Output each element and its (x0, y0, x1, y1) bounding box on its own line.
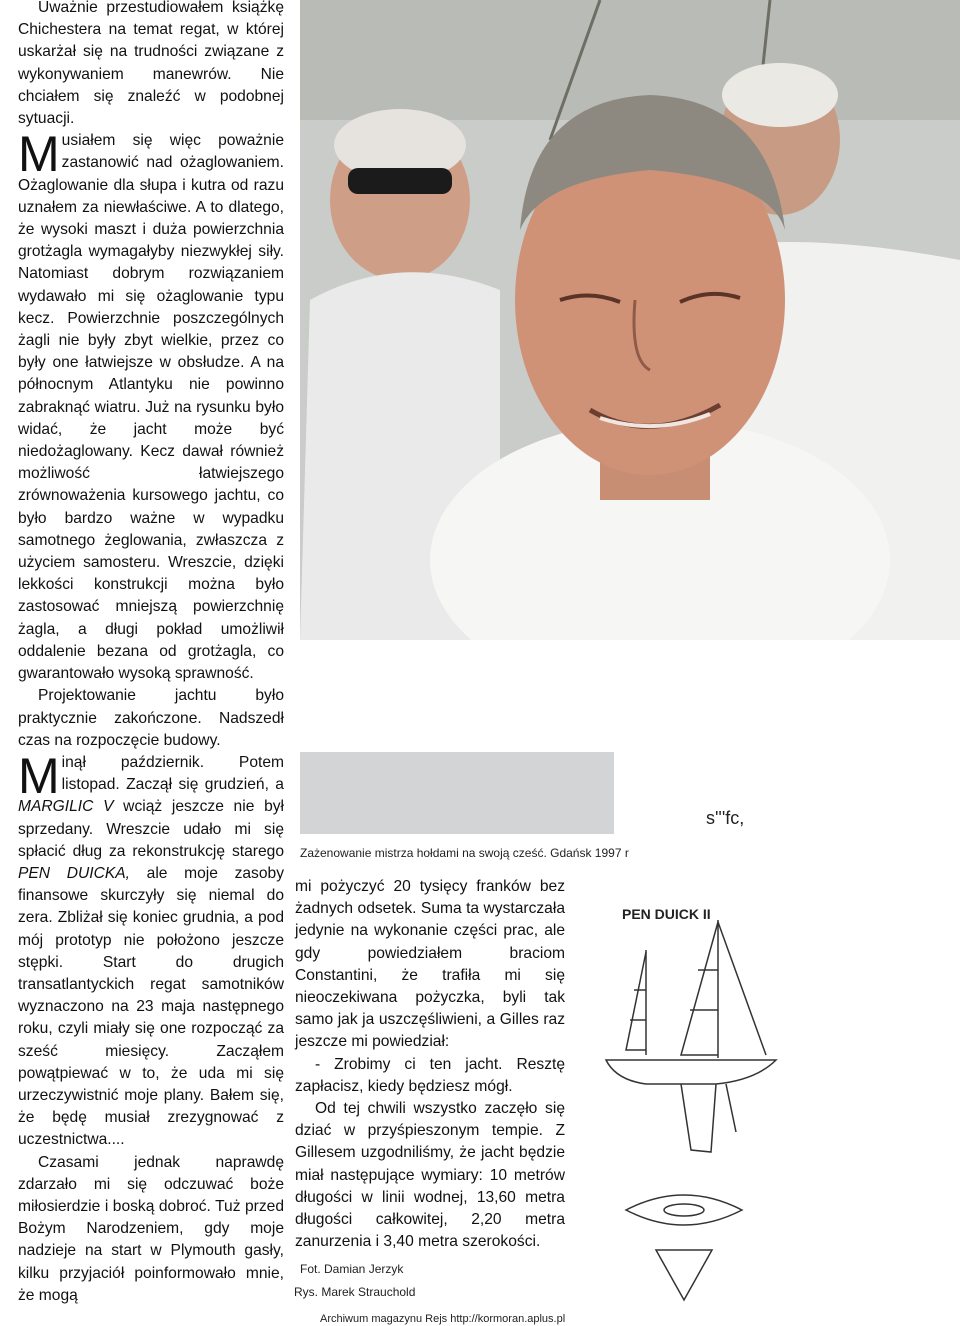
paragraph-5: Czasami jednak naprawdę zdarzało mi się odczuwać boże miłosierdzie i boską dobroć. Tuż przed Bożym Narodzeniem, gdy moje nadzieje na start w Plymouth gasły, kilku przyjaciół poinformowało mnie, że mogą (18, 1153, 284, 1304)
paragraph-4-text-b: wciąż jeszcze nie był sprzedany. Wreszcie udało mi się spłacić dług za rekonstrukcję starego (18, 798, 284, 860)
drop-cap: M (18, 126, 60, 183)
paragraph-4-text-c: ale moje zasoby finansowe skurczyły się niemal do zera. Zbliżał się koniec grudnia, a pod mój prototyp nie położono jeszcze stępki. Start do drugich transatlantyckich regat samotników wyznaczono na 23 maja następnego roku, czyli miały się one rozpocząć za sześć miesięcy. Zacząłem powątpiewać w to, że uda mi się urzeczywistnić moje plany. Bałem się, że będę musiał zrezygnować z uczestnictwa.... (18, 864, 284, 1149)
boat-name-margilic: MARGILIC V (18, 798, 114, 816)
stray-text: s'''fc, (706, 808, 745, 828)
grey-photo-strip (300, 752, 614, 834)
paragraph-4-text-a: inął październik. Potem listopad. Zaczął się grudzień, a (61, 753, 284, 794)
photo-credit: Fot. Damian Jerzyk (300, 1262, 404, 1276)
paragraph-2-text: usiałem się więc poważnie zastanowić nad ożaglowaniem. Ożaglowanie dla słupa i kutra od razu uznałem za niewłaściwe. A to dlatego, że wysoki maszt i duża powierzchnia grotżagla wymagałyby niezwykłej siły. Natomiast dobrym rozwiązaniem wydawało mi się ożaglowanie typu kecz. Powierzchnie poszczególnych żagli nie były zbyt wielkie, przez co były one łatwiejsze w obsłudze. A na północnym Atlantyku nie powinno zabraknąć wiatru. Już na rysunku było widać, że jacht może być niedożaglowany. Kecz dawał również możliwość łatwiejszego zrównoważenia kursowego jachtu, co było bardzo ważne w wypadku samotnego żeglowania, zwłaszcza z użyciem samosteru. Wreszcie, dzięki lekkości konstrukcji można było zastosować mniejszą powierzchnię żagla, a długi pokład umożliwił oddalenie bezana od grotżagla, co gwarantowało wysoką sprawność. (18, 132, 284, 683)
photo-caption: Zażenowanie mistrza hołdami na swoją cześć. Gdańsk 1997 r (300, 846, 629, 860)
portrait-photo (300, 0, 960, 640)
portrait-photo-illustration (300, 0, 960, 640)
paragraph-8: Od tej chwili wszystko zaczęło się dziać w przyśpieszonym tempie. Z Gillesem uzgodniliśmy, że jacht będzie miał następujące wymiary: 10 metrów długości w linii wodnej, 13,60 metra długości całkowitej, 2,20 metra zanurzenia i 3,40 metra szerokości. (295, 1100, 565, 1251)
drawing-title: PEN DUICK II (622, 906, 711, 922)
drawing-credit: Rys. Marek Strauchold (294, 1285, 416, 1299)
yacht-drawing (586, 880, 782, 1310)
paragraph-7: - Zrobimy ci ten jacht. Resztę zapłacisz, kiedy będziesz mógł. (295, 1055, 565, 1095)
paragraph-6: mi pożyczyć 20 tysięcy franków bez żadnych odsetek. Suma ta wystarczała jedynie na wykonanie części prac, ale gdy powiedziałem braciom Constantini, że trafiła mi się nieoczekiwana pożyczka, byli tak samo jak ja uszczęśliwieni, a Gilles raz jeszcze mi powiedział: (295, 878, 565, 1051)
paragraph-3: Projektowanie jachtu było praktycznie zakończone. Nadszedł czas na rozpoczęcie budowy. (18, 687, 284, 749)
footer-archive: Archiwum magazynu Rejs http://kormoran.aplus.pl (320, 1313, 566, 1325)
boat-name-pen-duick: PEN DUICKA, (18, 864, 130, 882)
paragraph-4 (18, 747, 284, 1152)
text-column-left (18, 0, 284, 1307)
paragraph-1: Uważnie przestudiowałem książkę Chichestera na temat regat, w której uskarżał się na trudności związane z wykonywaniem manewrów. Nie chciałem się znaleźć w podobnej sytuacji. (18, 0, 284, 128)
drop-cap: M (18, 747, 60, 804)
paragraph-2 (18, 126, 284, 685)
text-column-right (295, 876, 565, 1253)
